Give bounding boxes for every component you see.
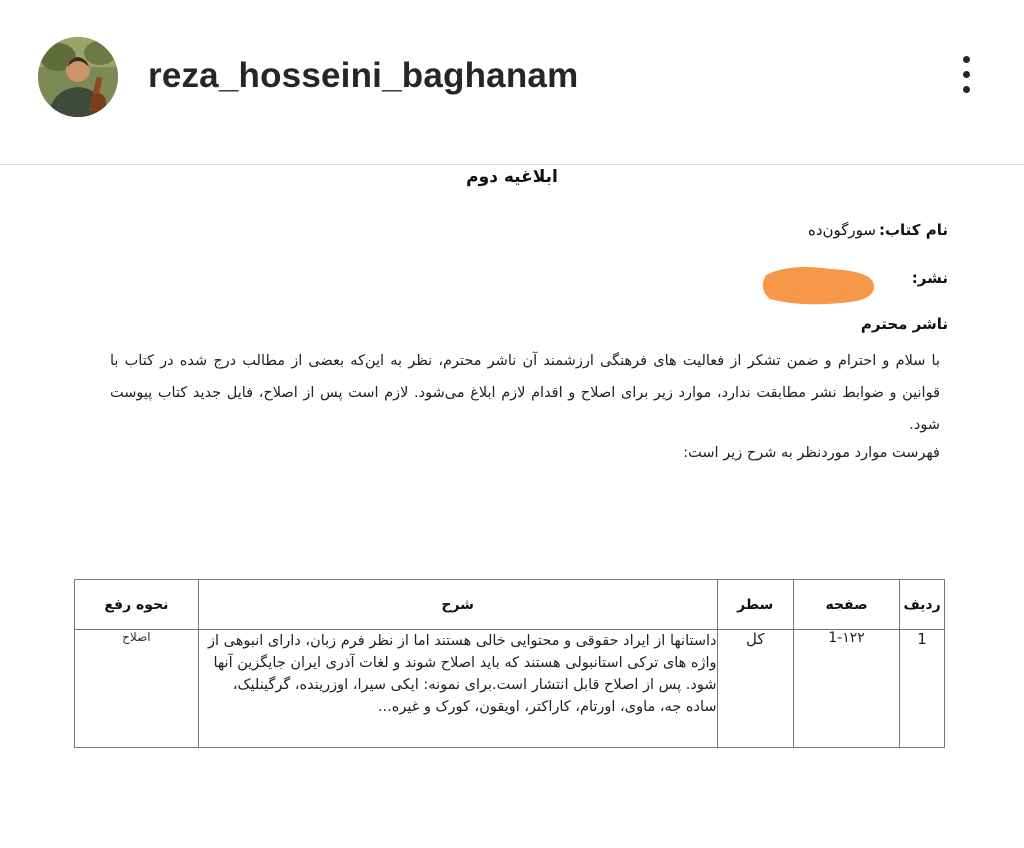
cell-description: داستانها از ایراد حقوقی و محتوایی خالی هستند اما از نظر فرم زبان، دارای انبوهی از واژه های ترکی استانبولی هستند که باید اصلاح شوند و لغات آذری ایران جایگزین آنها شود. پس از اصلاح قابل انتشار است.برای نمونه: ایکی سیرا، اوزرینده، گرگینلیک، ساده جه، ماوی، اورتام، کاراکتر، اویقون، کورک و غیره... <box>198 630 717 748</box>
post-header <box>0 0 1024 165</box>
book-name-value: سورگون‌ده <box>807 221 876 239</box>
header-line: سطر <box>717 580 793 630</box>
redaction-mark <box>760 265 878 307</box>
list-intro: فهرست موارد موردنظر به شرح زیر است: <box>683 445 940 461</box>
addressee: ناشر محترم <box>860 315 948 333</box>
table-row <box>75 630 945 748</box>
header-fix-method: نحوه رفع <box>75 580 199 630</box>
cell-page: 1-۱۲۲ <box>793 630 899 748</box>
cell-row-number: 1 <box>900 630 945 748</box>
publisher-label: نشر: <box>911 269 948 287</box>
header-row-number: ردیف <box>900 580 945 630</box>
body-paragraph: با سلام و احترام و ضمن تشکر از فعالیت های فرهنگی ارزشمند آن ناشر محترم، نظر به این‌که بعضی از مطالب درج شده در کتاب با قوانین و ضوابط نشر مطابقت ندارد، موارد زیر برای اصلاح و اقدام لازم ابلاغ می‌شود. لازم است پس از اصلاح، فایل جدید کتاب پیوست شود. <box>110 353 940 433</box>
header-description: شرح <box>198 580 717 630</box>
cell-line: کل <box>717 630 793 748</box>
vertical-ellipsis-icon[interactable] <box>952 56 980 100</box>
document-image <box>0 165 1024 848</box>
items-table <box>74 579 945 748</box>
profile-photo-icon <box>38 37 118 117</box>
avatar[interactable] <box>38 37 118 117</box>
book-name-label: نام کتاب: <box>878 221 948 239</box>
header-page: صفحه <box>793 580 899 630</box>
table-header-row <box>75 580 945 630</box>
cell-fix-method: اصلاح <box>75 630 199 748</box>
document-title: ابلاغیه دوم <box>466 167 558 187</box>
username[interactable]: reza_hosseini_baghanam <box>148 56 579 95</box>
